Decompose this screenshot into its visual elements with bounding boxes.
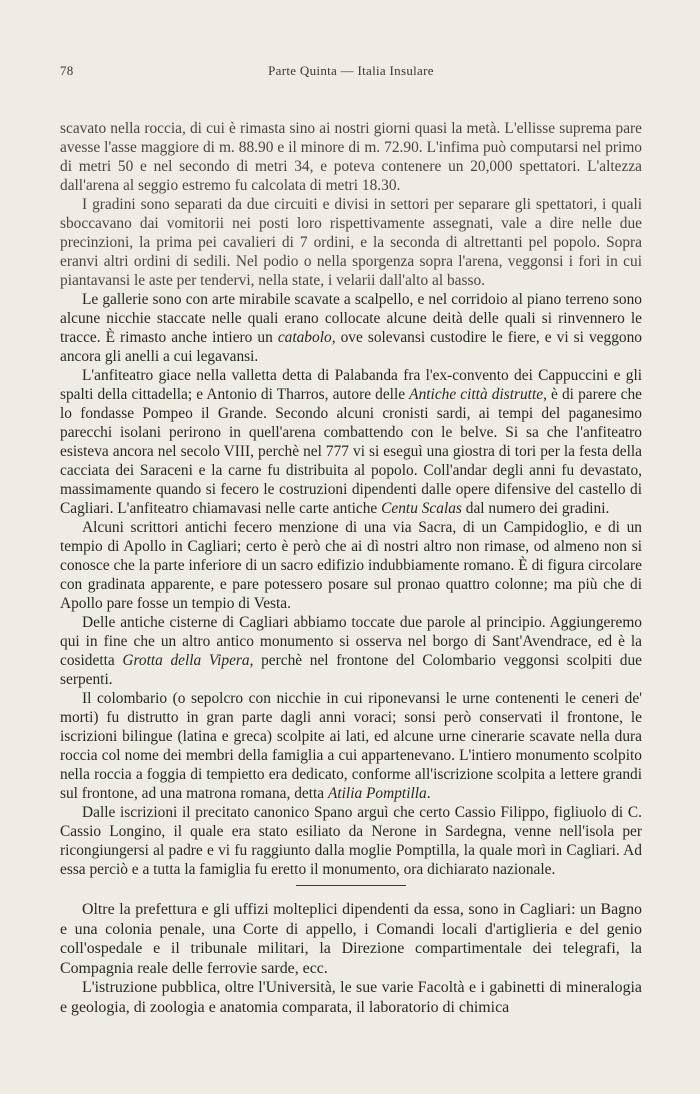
italic-title: Centu Scalas — [381, 500, 462, 517]
page-header — [60, 63, 642, 83]
running-head: Parte Quinta — Italia Insulare — [268, 63, 434, 78]
text-run: scavato nella roccia, di cui è rimasta sino ai nostri giorni quasi la metà. L'ellisse suprema pare avesse l'asse maggiore di m. 88.90 e il minore di m. 72.90. L'infima può computarsi nel primo di metri 50 e nel secondo di metri 34, e poteva contenere un 20,000 spettatori. L'altezza dall'arena al seggio estremo fu calcolata di metri 18.30. — [60, 120, 642, 194]
text-run: Le gallerie sono con arte mirabile scavate a scalpello, e nel corridoio al piano terreno sono alcune nicchie staccate nelle quali erano collocate alcune deità delle quali si rinvennero le tracce. È rimasto anche intiero un — [60, 291, 642, 346]
paragraph — [60, 613, 642, 689]
main-section — [60, 119, 642, 879]
text-run: dal numero dei gradini. — [461, 500, 610, 517]
text-run: , è di parere che lo fondasse Pompeo il Grande. Secondo alcuni cronisti sardi, ai tempi del paganesimo parecchi isolani perirono in quell'arena combattendo con le belve. Si sa che l'anfiteatro esisteva ancora nel secolo VIII, perchè nel 777 vi si eseguì una giostra di tori per la festa della cacciata dei Saraceni e la carne fu distribuita al popolo. Coll'andar degli anni fu devastato, massimamente quando si fecero le costruzioni dipendenti dalle opere difensive del castello di Cagliari. L'anfiteatro chiamavasi nelle carte antiche — [60, 386, 642, 517]
text-run: . — [426, 785, 431, 802]
second-section — [60, 900, 642, 1017]
paragraph — [60, 290, 642, 366]
body-text — [60, 119, 642, 1017]
italic-title: catabolo — [277, 329, 332, 346]
text-run: Il colombario (o sepolcro con nicchie in cui riponevansi le urne contenenti le ceneri de' morti) fu distrutto in gran parte dagli anni voraci; sonsi però conservati il frontone, le iscrizioni bilingue (latina e greca) scolpite ai lati, ed alcune urne cinerarie scavate nella dura roccia col nome dei membri della famiglia a cui appartenevano. L'intiero monumento scolpito nella roccia a foggia di tempietto era dedicato, conforme all'iscrizione scolpita a lettere grandi sul frontone, ad una matrona romana, detta — [60, 690, 642, 802]
italic-title: Atilia Pomptilla — [327, 785, 427, 802]
italic-title: Grotta della Vipera — [122, 652, 250, 669]
paragraph — [60, 119, 642, 195]
text-run: L'anfiteatro giace nella valletta detta di Palabanda fra l'ex-convento dei Cappuccini e gli spalti della cittadella; e Antonio di Tharros, autore delle — [60, 367, 642, 403]
text-run: , perchè nel frontone del Colombario veggonsi scolpiti due serpenti. — [60, 652, 642, 688]
page-number: 78 — [60, 63, 74, 78]
text-run: Oltre la prefettura e gli uffizi molteplici dipendenti da essa, sono in Cagliari: un Bagno e una colonia penale, una Corte di appello, i Comandi locali d'artiglieria e del genio coll'ospedale e il tribunale militari, la Direzione compartimentale dei telegrafi, la Compagnia reale delle ferrovie sarde, ecc. — [60, 901, 642, 977]
paragraph — [60, 978, 642, 1017]
section-divider — [296, 885, 406, 887]
paragraph — [60, 366, 642, 518]
italic-title: Antiche città distrutte — [409, 386, 544, 403]
text-run: , ove solevansi custodire le fiere, e vi si veggono ancora gli anelli a cui legavansi. — [60, 329, 642, 365]
text-run: L'istruzione pubblica, oltre l'Università, le sue varie Facoltà e i gabinetti di mineralogia e geologia, di zoologia e anatomia comparata, il laboratorio di chimica — [60, 979, 642, 1016]
paragraph — [60, 803, 642, 879]
paragraph — [60, 689, 642, 803]
text-run: Dalle iscrizioni il precitato canonico Spano arguì che certo Cassio Filippo, figliuolo di C. Cassio Longino, il quale era stato esiliato da Nerone in Sardegna, venne nell'isola per ricongiungersi al padre e vi fu raggiunto dalla moglie Pomptilla, la quale morì in Cagliari. Ad essa perciò e a tutta la famiglia fu eretto il monumento, ora dichiarato nazionale. — [60, 804, 642, 878]
text-run: Alcuni scrittori antichi fecero menzione di una via Sacra, di un Campidoglio, e di un tempio di Apollo in Cagliari; certo è però che ai dì nostri altro non rimase, od almeno non si conosce che la parte inferiore di un sacro edifizio indubbiamente romano. È di figura circolare con gradinata apparente, e pare potessero posare sul pronao quattro colonne; ma più che di Apollo pare fosse un tempio di Vesta. — [60, 519, 642, 612]
text-run: Delle antiche cisterne di Cagliari abbiamo toccate due parole al principio. Aggiungeremo qui in fine che un altro antico monumento si osserva nel borgo di Sant'Avendrace, ed è la cosidetta — [60, 614, 642, 669]
paragraph — [60, 900, 642, 978]
paragraph — [60, 195, 642, 290]
text-run: I gradini sono separati da due circuiti e divisi in settori per separare gli spettatori, i quali sboccavano dai vomitorii nei posti loro rispettivamente assegnati, vale a dire nelle due precinzioni, la prima pei cavalieri di 7 ordini, e la seconda di altrettanti pel popolo. Sopra eranvi altri ordini di sedili. Nel podio o nella sporgenza sopra l'arena, veggonsi i fori in cui piantavansi le aste per tendervi, nella state, i velarii dall'alto al basso. — [60, 196, 642, 289]
paragraph — [60, 518, 642, 613]
